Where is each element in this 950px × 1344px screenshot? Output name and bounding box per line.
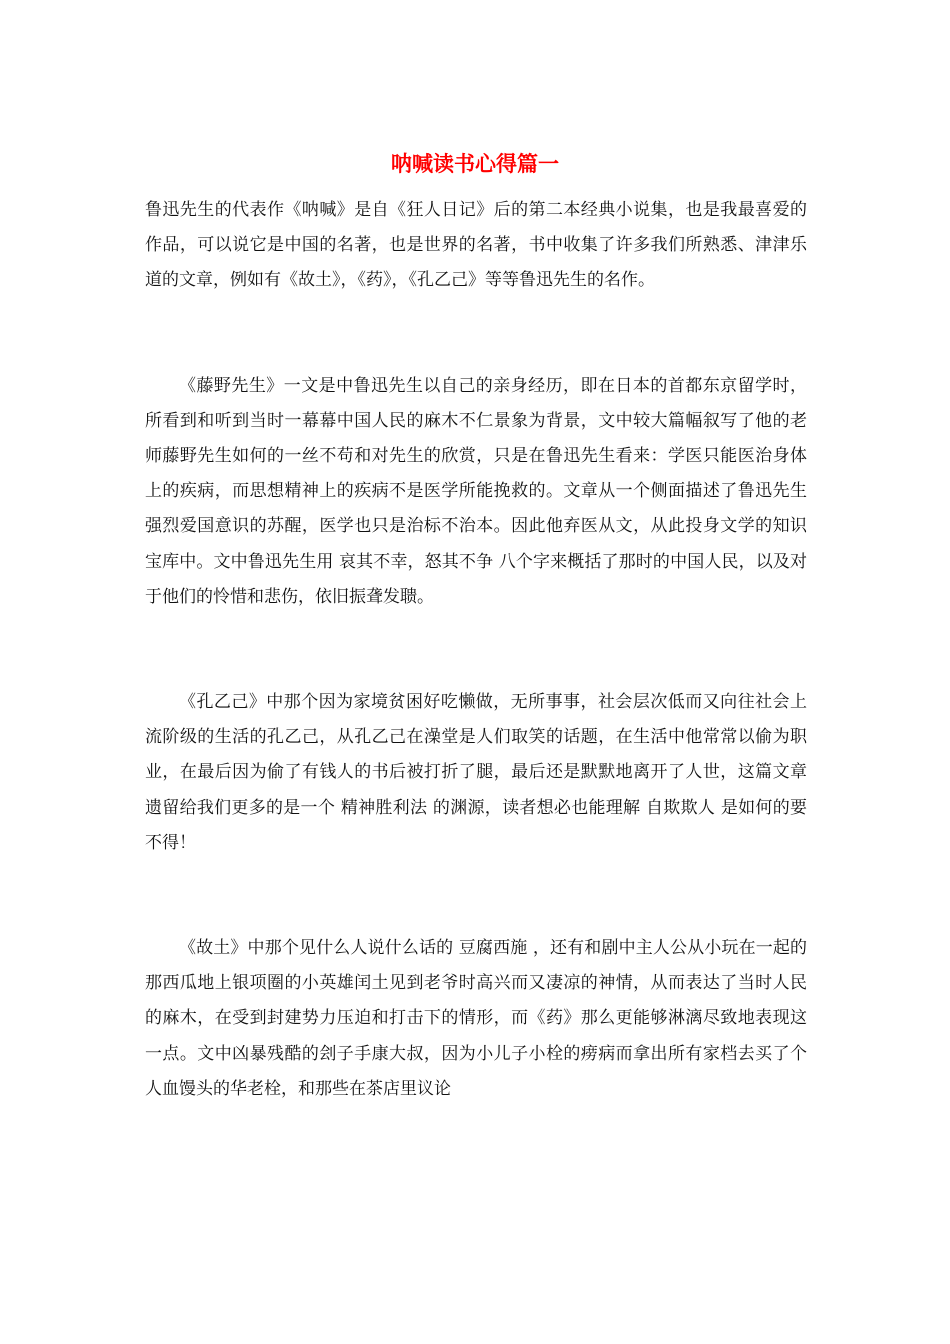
paragraph-spacer bbox=[145, 861, 807, 931]
paragraph-fujino: 《藤野先生》一文是中鲁迅先生以自己的亲身经历，即在日本的首都东京留学时，所看到和听到当时一幕幕中国人民的麻木不仁景象为背景，文中较大篇幅叙写了他的老师藤野先生如何的一丝不苟和对先生的欣赏，只是在鲁迅先生看来：学医只能医治身体上的疾病，而思想精神上的疾病不是医学所能挽救的。文章从一个侧面描述了鲁迅先生强烈爱国意识的苏醒，医学也只是治标不治本。因此他弃医从文，从此投身文学的知识宝库中。文中鲁迅先生用 哀其不幸，怒其不争 八个字来概括了那时的中国人民，以及对于他们的怜惜和悲伤，依旧振聋发聩。 bbox=[145, 375, 807, 607]
document-title: 呐喊读书心得篇一 bbox=[391, 151, 559, 176]
paragraph-hometown: 《故土》中那个见什么人说什么话的 豆腐西施 ，还有和剧中主人公从小玩在一起的那西瓜地上银项圈的小英雄闰土见到老爷时高兴而又凄凉的神情，从而表达了当时人民的麻木，在受到封建势力压迫和打击下的情形，而《药》那么更能够淋漓尽致地表现这一点。文中凶暴残酷的刽子手康大叔，因为小儿子小栓的痨病而拿出所有家档去买了个人血馒头的华老栓，和那些在茶店里议论 bbox=[145, 938, 807, 1099]
paragraph-kong-yiji: 《孔乙己》中那个因为家境贫困好吃懒做，无所事事，社会层次低而又向往社会上流阶级的生活的孔乙己，从孔乙己在澡堂是人们取笑的话题，在生活中他常常以偷为职业，在最后因为偷了有钱人的书后被打折了腿，最后还是默默地离开了人世，这篇文章遗留给我们更多的是一个 精神胜利法 的渊源，读者想必也能理解 自欺欺人 是如何的要不得！ bbox=[145, 692, 807, 853]
paragraph-spacer bbox=[145, 615, 807, 685]
paragraph-intro: 鲁迅先生的代表作《呐喊》是自《狂人日记》后的第二本经典小说集，也是我最喜爱的作品，可以说它是中国的名著，也是世界的名著，书中收集了许多我们所熟悉、津津乐道的文章，例如有《故土》，《药》，《孔乙己》等等鲁迅先生的名作。 bbox=[145, 200, 807, 291]
document-body bbox=[145, 193, 807, 1107]
paragraph-spacer bbox=[145, 299, 807, 369]
